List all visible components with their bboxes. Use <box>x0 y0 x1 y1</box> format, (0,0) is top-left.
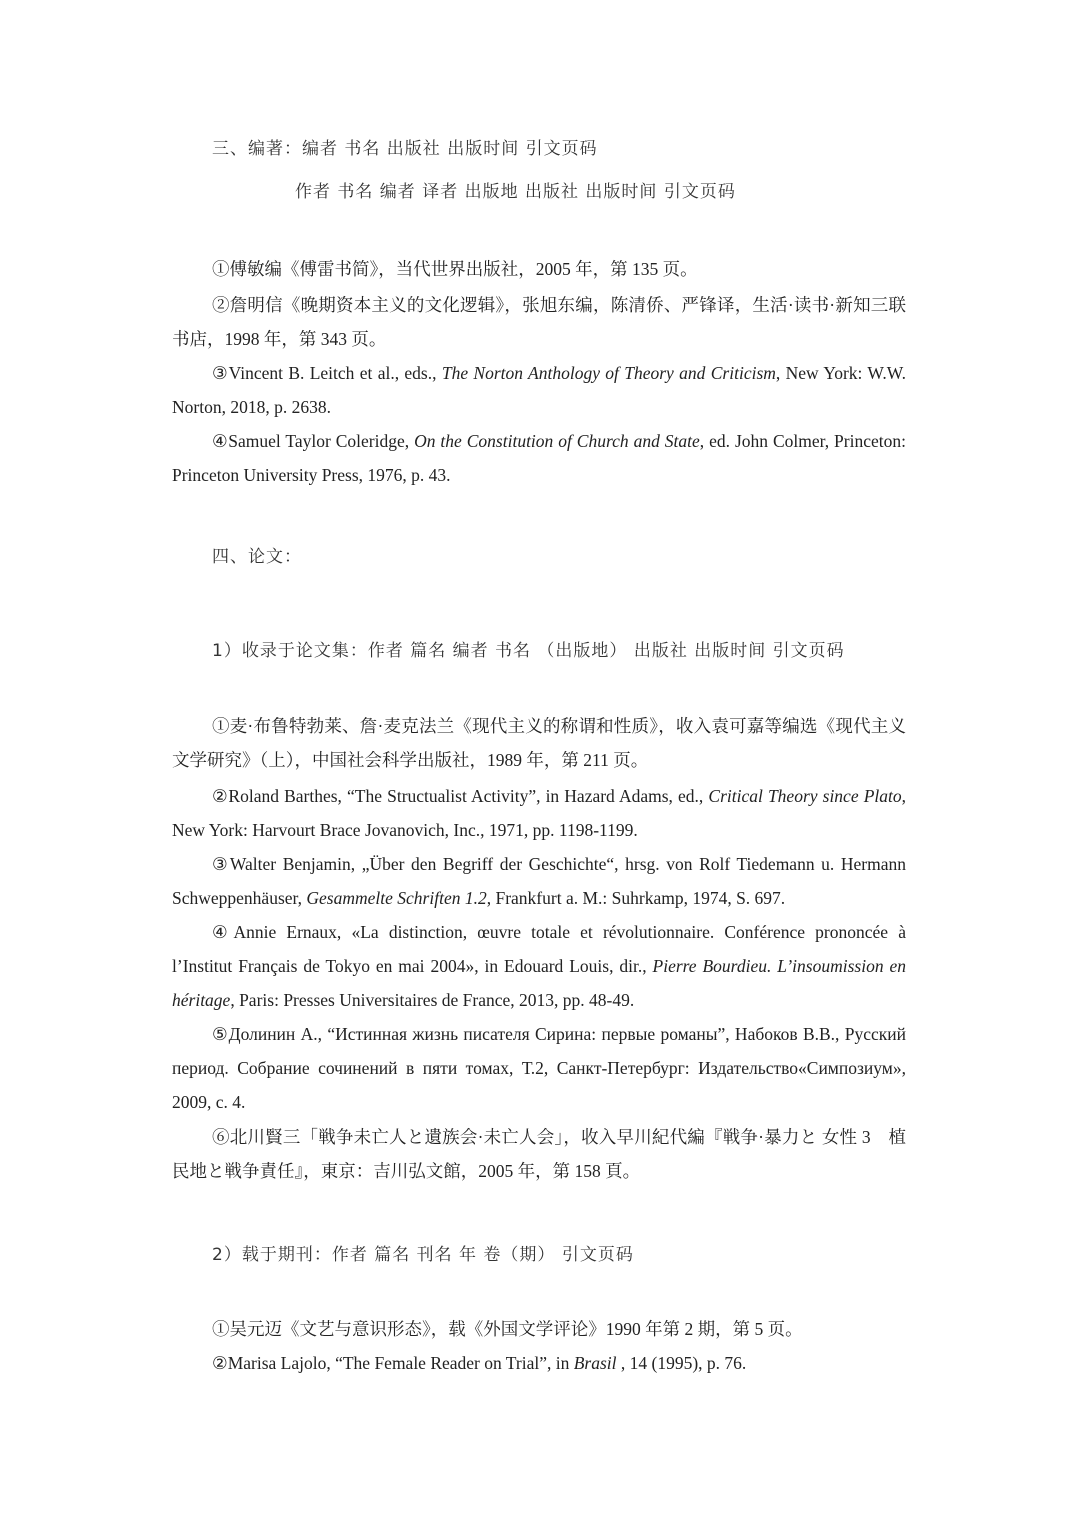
edited-entry-3: ③Vincent B. Leitch et al., eds., The Norton Anthology of Theory and Criticism, New York: W.W. Norton, 2018, p. 2638. <box>172 363 907 417</box>
edited-entry-2: ②詹明信《晚期资本主义的文化逻辑》，张旭东编，陈清侨、严锋译，生活·读书·新知三联书店，1998 年，第 343 页。 <box>172 295 906 349</box>
section-4-heading: 四、论文： <box>212 547 302 567</box>
collection-entry-2: ②Roland Barthes, “The Structualist Activity”, in Hazard Adams, ed., Critical Theory since Plato, New York: Harvourt Brace Jovanovich, Inc., 1971, pp. 1198-1199. <box>172 786 906 840</box>
collection-entry-3: ③Walter Benjamin, „Über den Begriff der Geschichte“, hrsg. von Rolf Tiedemann u. Hermann Schweppenhäuser, Gesammelte Schriften 1.2, Frankfurt a. M.: Suhrkamp, 1974, S. 697. <box>172 854 906 908</box>
section-3-heading: 三、编著：编者 书名 出版社 出版时间 引文页码 <box>212 139 598 159</box>
collection-entry-5: ⑤Долинин А., “Истинная жизнь писателя Сирина: первые романы”, Набоков В.В., Русский период. Собрание сочинений в пяти томах, Т.2, Санкт-Петербург: Издательство«Симпозиум», 2009, с. 4. <box>172 1024 906 1112</box>
collection-entry-6: ⑥北川賢三「戦争未亡人と遺族会·未亡人会」，收入早川紀代編『戦争·暴力と 女性 3 植民地と戦争責任』，東京：吉川弘文館，2005 年，第 158 頁。 <box>172 1127 906 1181</box>
collection-entry-1: ①麦·布鲁特勃莱、詹·麦克法兰《现代主义的称谓和性质》，收入袁可嘉等编选《现代主义文学研究》（上），中国社会科学出版社，1989 年，第 211 页。 <box>172 716 906 770</box>
edited-entry-1: ①傅敏编《傅雷书简》，当代世界出版社，2005 年，第 135 页。 <box>212 259 698 279</box>
collection-entry-4: ④Annie Ernaux, «La distinction, œuvre totale et révolutionnaire. Conférence prononcée à l’Institut Français de Tokyo en mai 2004», in Edouard Louis, dir., Pierre Bourdieu. L’insoumission en héritage, Paris: Presses Universitaires de France, 2013, pp. 48-49. <box>172 922 906 1010</box>
journal-entry-2: ②Marisa Lajolo, “The Female Reader on Trial”, in Brasil , 14 (1995), p. 76. <box>212 1353 747 1373</box>
section-4-2-heading: 2）载于期刊：作者 篇名 刊名 年 卷（期） 引文页码 <box>212 1245 634 1265</box>
section-3-format-line: 作者 书名 编者 译者 出版地 出版社 出版时间 引文页码 <box>295 182 736 202</box>
edited-entry-4: ④Samuel Taylor Coleridge, On the Constitution of Church and State, ed. John Colmer, Princeton: Princeton University Press, 1976, p. 43. <box>172 431 906 485</box>
journal-entry-1: ①吴元迈《文艺与意识形态》，载《外国文学评论》1990 年第 2 期，第 5 页。 <box>212 1319 803 1339</box>
section-4-1-heading: 1）收录于论文集：作者 篇名 编者 书名 （出版地） 出版社 出版时间 引文页码 <box>212 641 845 661</box>
